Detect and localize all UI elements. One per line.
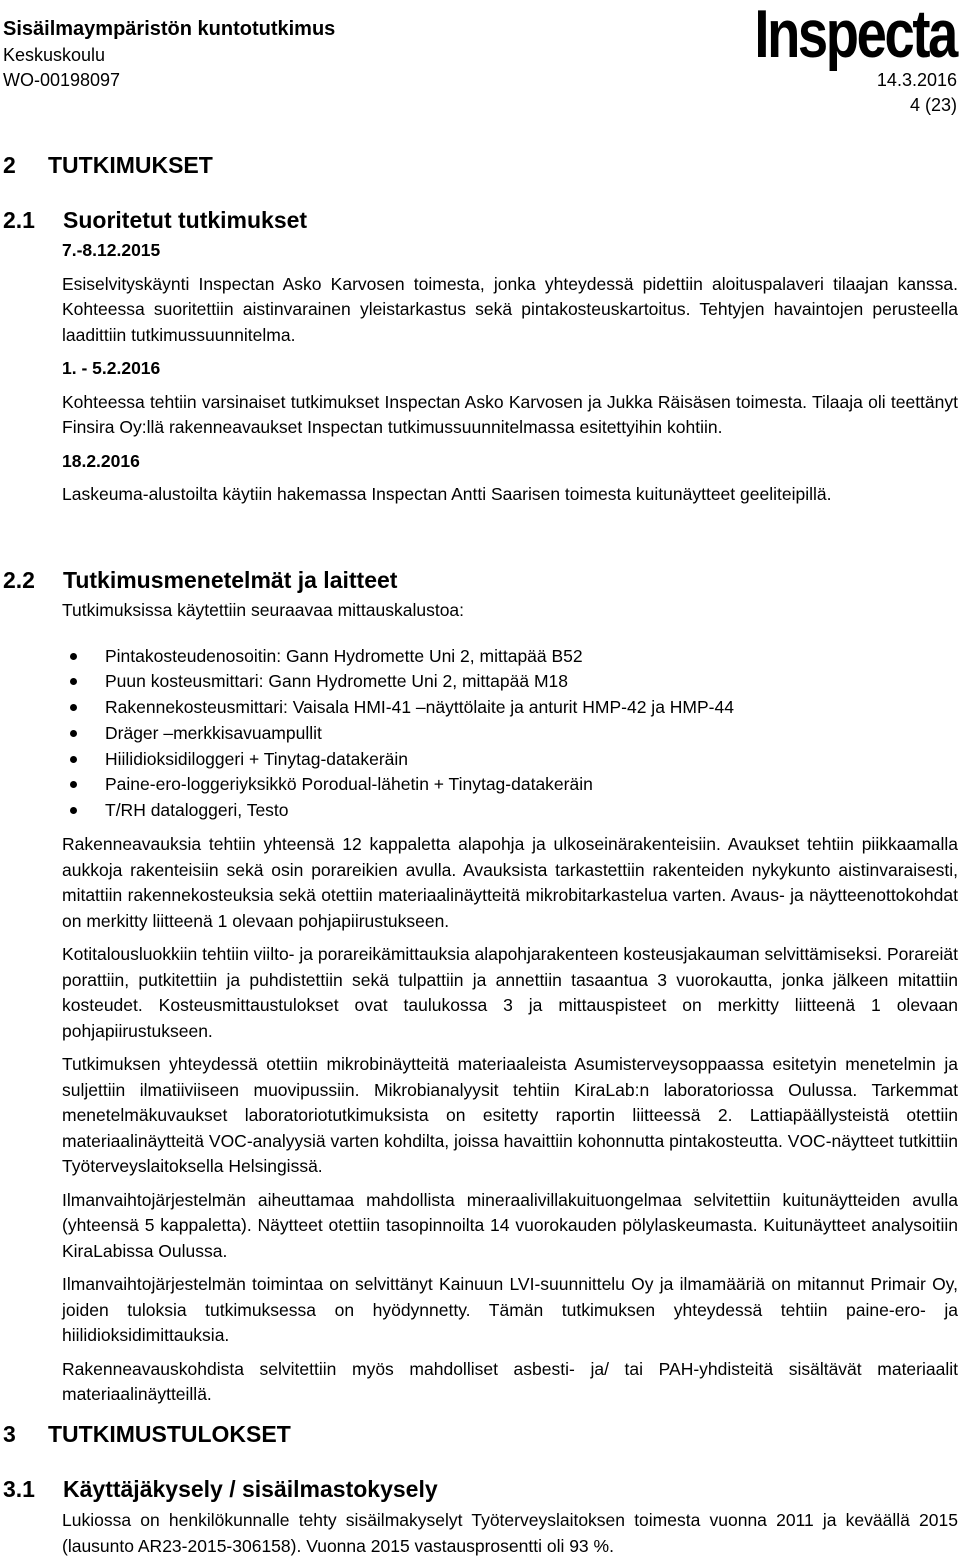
list-item: Dräger –merkkisavuampullit: [105, 721, 958, 747]
date-label: 7.-8.12.2015: [62, 240, 161, 260]
paragraph: Rakenneavauksia tehtiin yhteensä 12 kappaletta alapohja ja ulkoseinärakenteisiin. Avaukset tehtiin piikkaamalla aukkoja rakenteisiin sekä osin porareikien avulla. Avauksista tarkastettiin rakenteiden nykykunto aistinvaraisesti, mitattiin rakennekosteuksia sekä otettiin materiaalinäytteitä mikrobitarkastelua varten. Avaus- ja näytteenottokohdat on merkitty liitteenä 1 olevaan pohjapiirustukseen.: [62, 834, 958, 931]
paragraph: Esiselvityskäynti Inspectan Asko Karvosen toimesta, jonka yhteydessä pidettiin aloituspalaveri tilaajan kanssa. Kohteessa suoritettiin aistinvarainen yleistarkastus sekä pintakosteuskartoitus. Tehtyjen havaintojen perusteella laadittiin tutkimussuunnitelma.: [62, 273, 958, 345]
paragraph: Rakenneavauskohdista selvitettiin myös mahdolliset asbesti- ja/ tai PAH-yhdisteitä sisältävät materiaalit materiaalinäytteillä.: [62, 1358, 958, 1405]
section-number: 2: [3, 152, 16, 178]
list-item: Hiilidioksidiloggeri + Tinytag-datakeräin: [105, 747, 958, 773]
section-heading-3: [3, 1421, 291, 1448]
inspecta-logo: Inspecta: [754, 0, 956, 72]
section-heading-3-1: [3, 1476, 438, 1503]
section-title: Suoritetut tutkimukset: [63, 207, 308, 233]
section-heading-2-2: [3, 567, 397, 594]
section-number: 2.1: [3, 207, 35, 233]
section-number: 3.1: [3, 1476, 35, 1502]
report-date: 14.3.2016: [876, 70, 957, 90]
section-2-2-body: [62, 598, 958, 1416]
section-2-1-body: [62, 238, 958, 516]
section-heading-2-1: [3, 207, 307, 234]
paragraph: Kohteessa tehtiin varsinaiset tutkimukset Inspectan Asko Karvosen ja Jukka Räisäsen toimesta. Tilaaja oli teettänyt Finsira Oy:llä rakenneavaukset Inspectan tutkimussuunnitelmassa esitettyihin kohtiin.: [62, 391, 958, 437]
list-item: Rakennekosteusmittari: Vaisala HMI-41 –näyttölaite ja anturit HMP-42 ja HMP-44: [105, 695, 958, 721]
section-number: 2.2: [3, 567, 35, 593]
list-item: Puun kosteusmittari: Gann Hydromette Uni 2, mittapää M18: [105, 669, 958, 695]
equipment-list: [62, 644, 958, 825]
report-title: Sisäilmaympäristön kuntotutkimus: [3, 18, 336, 40]
paragraph: Ilmanvaihtojärjestelmän toimintaa on selvittänyt Kainuun LVI-suunnittelu Oy ja ilmamääriä on mitannut Primair Oy, joiden tuloksia tutkimuksessa on hyödynnetty. Tämän tutkimuksen yhteydessä tehtiin paine-ero- ja hiilidioksidimittauksia.: [62, 1274, 958, 1346]
section-3-1-body: [62, 1508, 958, 1567]
paragraph: Kotitalousluokkiin tehtiin viilto- ja porareikämittauksia alapohjarakenteen kosteusjakauman selvittämiseksi. Porareiät porattiin, putkitettiin ja puhdistettiin sekä tulpattiin ja annettiin tasaantua 3 vuorokautta, jonka jälkeen mitattiin kosteudet. Kosteusmittaustulokset ovat taulukossa 3 ja mittauspisteet on merkitty liitteenä 1 olevaan pohjapiirustukseen.: [62, 944, 958, 1041]
paragraph: Lukiossa on henkilökunnalle tehty sisäilmakyselyt Työterveyslaitoksen toimesta vuonna 2011 ja keväällä 2015 (lausunto AR23-2015-306158). Vuonna 2015 vastausprosentti oli 93 %.: [62, 1510, 958, 1556]
section-heading-2: [3, 152, 213, 179]
page-number: 4 (23): [909, 95, 957, 115]
list-item: Pintakosteudenosoitin: Gann Hydromette Uni 2, mittapää B52: [105, 644, 958, 670]
section-title: Käyttäjäkysely / sisäilmastokysely: [63, 1476, 438, 1502]
date-label: 18.2.2016: [62, 450, 140, 471]
paragraph: Tutkimuksen yhteydessä otettiin mikrobinäytteitä materiaaleista Asumisterveysoppaassa esitetyin menetelmin ja suljettiin ilmatiiviiseen muovipussiin. Mikrobianalyysit tehtiin KiraLab:n laboratoriossa Oulussa. Tarkemmat menetelmäkuvaukset laboratoriotutkimuksista on esitetty raportin liitteessä 2. Lattiapäällysteistä otettiin materiaalinäytteitä VOC-analyysiä varten kohdilta, joissa havaittiin kohonnutta pintakosteutta. VOC-näytteet tutkittiin Työterveyslaitoksella Helsingissä.: [62, 1054, 958, 1177]
date-label: 1. - 5.2.2016: [62, 358, 161, 378]
paragraph: Tutkimuksissa käytettiin seuraavaa mittauskalustoa:: [62, 600, 465, 620]
paragraph: Laskeuma-alustoilta käytiin hakemassa Inspectan Antti Saarisen toimesta kuitunäytteet geeliteipillä.: [62, 484, 832, 504]
section-number: 3: [3, 1421, 16, 1447]
list-item: T/RH dataloggeri, Testo: [105, 798, 958, 824]
section-title: Tutkimusmenetelmät ja laitteet: [63, 567, 398, 593]
paragraph: Ilmanvaihtojärjestelmän aiheuttamaa mahdollista mineraalivillakuituongelmaa selvitettiin kuitunäytteiden avulla (yhteensä 5 kappaletta). Näytteet otettiin tasopinnoilta 14 vuorokauden pölylaskeumasta. Kuitunäytteet analysoitiin KiraLabissa Oulussa.: [62, 1189, 958, 1261]
section-title: TUTKIMUSTULOKSET: [48, 1421, 291, 1447]
list-item: Paine-ero-loggeriyksikkö Porodual-lähetin + Tinytag-datakeräin: [105, 772, 958, 798]
document-id: WO-00198097: [3, 70, 121, 90]
section-title: TUTKIMUKSET: [48, 152, 213, 178]
report-subtitle: Keskuskoulu: [3, 45, 106, 65]
